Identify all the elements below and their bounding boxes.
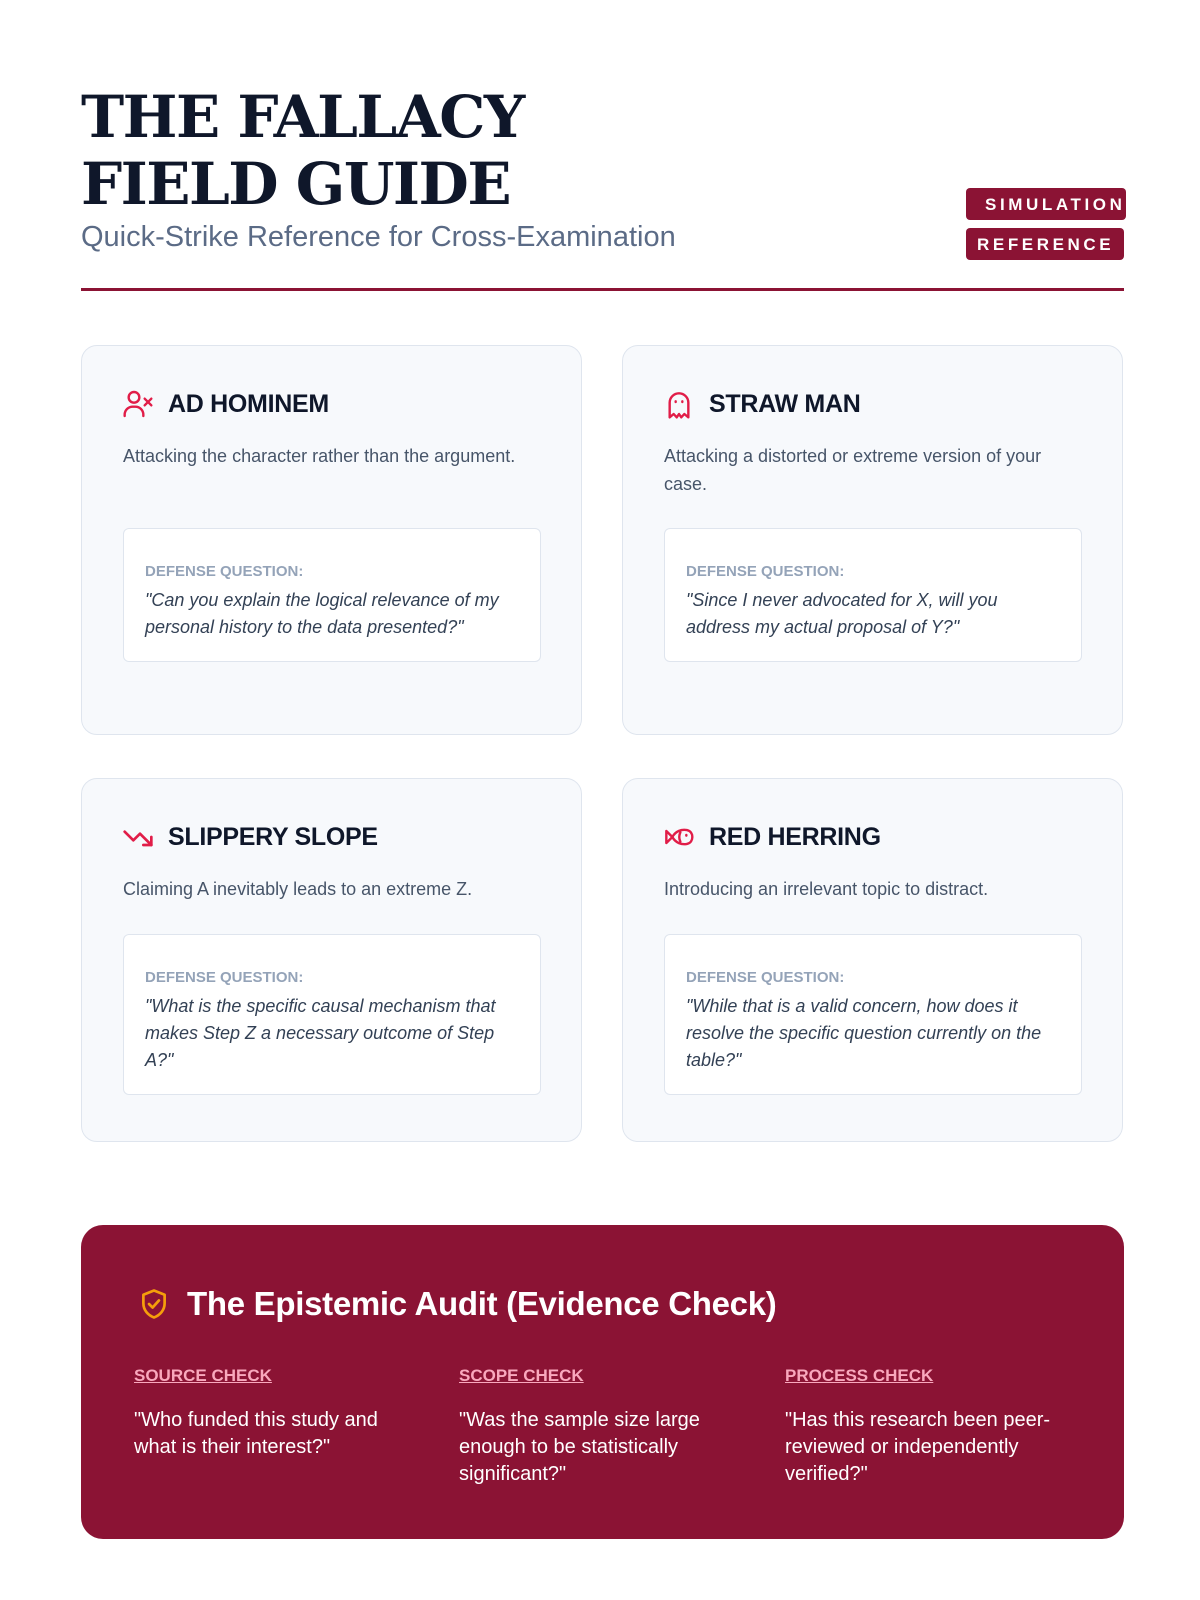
defense-box — [123, 528, 541, 662]
card-title: SLIPPERY SLOPE — [168, 822, 378, 851]
fallacy-card-ad-hominem — [81, 345, 582, 735]
defense-question: "Since I never advocated for X, will you address my actual proposal of Y?" — [686, 590, 998, 637]
epistemic-audit-panel — [81, 1225, 1124, 1539]
card-title: RED HERRING — [709, 822, 881, 851]
audit-check-question: "Has this research been peer-reviewed or independently verified?" — [785, 1409, 1051, 1485]
page-subtitle: Quick-Strike Reference for Cross-Examination — [81, 221, 676, 253]
audit-check-label: SCOPE CHECK — [459, 1366, 584, 1385]
ghost-icon — [663, 388, 695, 420]
card-title: AD HOMINEM — [168, 389, 329, 418]
fish-icon — [663, 821, 695, 853]
card-description: Attacking the character rather than the argument. — [123, 446, 516, 466]
audit-check-question: "Who funded this study and what is their interest?" — [134, 1409, 378, 1458]
page — [81, 0, 1124, 291]
trending-down-icon — [122, 821, 154, 853]
card-header — [663, 386, 860, 422]
card-description: Attacking a distorted or extreme version of your case. — [664, 446, 1042, 494]
defense-question: "Can you explain the logical relevance of my personal history to the data presented?" — [145, 590, 499, 637]
audit-check-question: "Was the sample size large enough to be statistically significant?" — [459, 1409, 700, 1485]
defense-label: DEFENSE QUESTION: — [145, 969, 304, 986]
defense-question: "What is the specific causal mechanism that makes Step Z a necessary outcome of Step A?" — [145, 996, 496, 1070]
defense-box — [664, 528, 1082, 662]
card-header — [122, 819, 378, 855]
fallacy-card-slippery-slope — [81, 778, 582, 1142]
audit-check-label: PROCESS CHECK — [785, 1366, 934, 1385]
defense-label: DEFENSE QUESTION: — [145, 563, 304, 580]
header — [81, 0, 1124, 291]
badge-line-2: REFERENCE — [966, 228, 1124, 260]
card-header — [663, 819, 881, 855]
page-title: THE FALLACY FIELD GUIDE — [81, 83, 524, 218]
audit-check-label: SOURCE CHECK — [134, 1366, 272, 1385]
audit-check-scope — [459, 1365, 734, 1488]
fallacy-card-straw-man — [622, 345, 1123, 735]
defense-box — [123, 934, 541, 1095]
audit-title: The Epistemic Audit (Evidence Check) — [187, 1285, 777, 1322]
defense-box — [664, 934, 1082, 1095]
card-description: Claiming A inevitably leads to an extreme Z. — [123, 879, 473, 899]
shield-check-icon — [136, 1286, 172, 1322]
badge-line-1: SIMULATION — [966, 188, 1126, 220]
audit-header — [136, 1285, 776, 1323]
audit-check-process — [785, 1365, 1080, 1488]
defense-label: DEFENSE QUESTION: — [686, 563, 845, 580]
user-x-icon — [122, 388, 154, 420]
card-header — [122, 386, 329, 422]
fallacy-card-red-herring — [622, 778, 1123, 1142]
defense-question: "While that is a valid concern, how does it resolve the specific question currently on the table?" — [686, 996, 1042, 1070]
audit-check-source — [134, 1365, 419, 1461]
defense-label: DEFENSE QUESTION: — [686, 969, 845, 986]
card-description: Introducing an irrelevant topic to distract. — [664, 879, 989, 899]
card-title: STRAW MAN — [709, 389, 861, 418]
simulation-reference-badge — [966, 188, 1124, 260]
